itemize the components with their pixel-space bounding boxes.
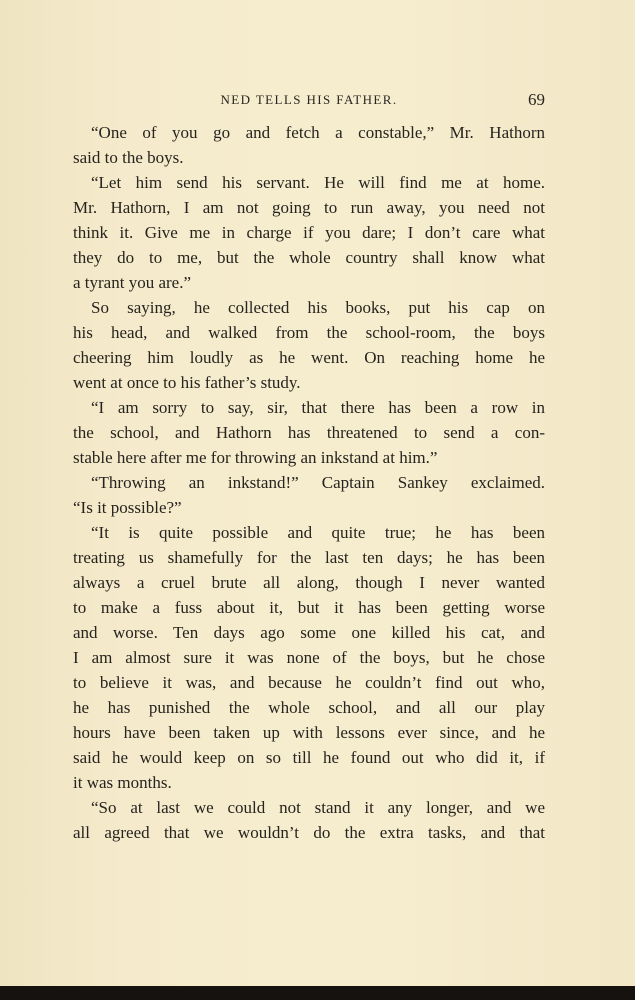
text-line: I am almost sure it was none of the boys, but he chose [73,648,545,667]
page-header [73,90,545,112]
page-number: 69 [528,90,545,109]
text-line: he has punished the whole school, and all our play [73,698,545,717]
text-line: it was months. [73,773,172,792]
text-line: So saying, he collected his books, put his cap on [91,298,545,317]
text-line: all agreed that we wouldn’t do the extra tasks, and that [73,823,545,842]
text-line: said he would keep on so till he found out who did it, if [73,748,545,767]
text-line: Mr. Hathorn, I am not going to run away, you need not [73,198,545,217]
text-line: to make a fuss about it, but it has been getting worse [73,598,545,617]
text-line: “Is it possible?” [73,498,182,517]
text-line: and worse. Ten days ago some one killed his cat, and [73,623,545,642]
text-line: to believe it was, and because he couldn’t find out who, [73,673,545,692]
text-line: the school, and Hathorn has threatened to send a con- [73,423,545,442]
text-line: hours have been taken up with lessons ever since, and he [73,723,545,742]
text-line: always a cruel brute all along, though I never wanted [73,573,545,592]
text-line: treating us shamefully for the last ten days; he has been [73,548,545,567]
text-line: stable here after me for throwing an inkstand at him.” [73,448,438,467]
text-line: think it. Give me in charge if you dare; I don’t care what [73,223,545,242]
scan-edge [0,986,635,1000]
text-line: his head, and walked from the school-room, the boys [73,323,545,342]
running-head: NED TELLS HIS FATHER. [220,92,398,107]
text-line: “I am sorry to say, sir, that there has been a row in [91,398,545,417]
text-line: a tyrant you are.” [73,273,191,292]
body-text [73,120,545,845]
text-line: they do to me, but the whole country shall know what [73,248,545,267]
text-line: “One of you go and fetch a constable,” Mr. Hathorn [91,123,545,142]
text-line: cheering him loudly as he went. On reaching home he [73,348,545,367]
text-line: “So at last we could not stand it any longer, and we [91,798,545,817]
text-line: said to the boys. [73,148,184,167]
text-line: “Throwing an inkstand!” Captain Sankey exclaimed. [91,473,545,492]
text-line: went at once to his father’s study. [73,373,301,392]
text-line: “It is quite possible and quite true; he has been [91,523,545,542]
text-line: “Let him send his servant. He will find me at home. [91,173,545,192]
